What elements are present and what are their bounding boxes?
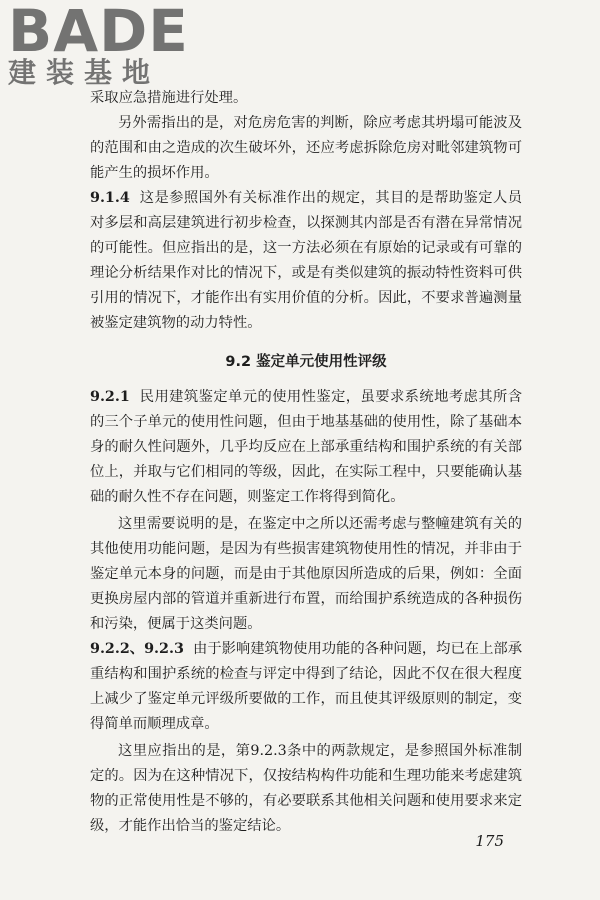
page-body (90, 86, 522, 839)
clause-9-2-2-3 (90, 637, 522, 737)
paragraph: 这里应指出的是，第9.2.3条中的两款规定，是参照国外标准制定的。因为在这种情况下，仅按结构构件功能和生理功能来考虑建筑物的正常使用性是不够的，有必要联系其他相关问题和使用要求来定级，才能作出恰当的鉴定结论。 (90, 743, 522, 834)
section-heading: 9.2 鉴定单元使用性评级 (225, 354, 387, 370)
logo-subtitle: 建装基地 (8, 56, 161, 89)
clause-9-1-4 (90, 186, 522, 336)
clause-9-2-1 (90, 385, 522, 510)
logo-brand: BADE (8, 0, 189, 65)
clause-text: 由于影响建筑物使用功能的各种问题，均已在上部承重结构和围护系统的检查与评定中得到了结论，因此不仅在很大程度上减少了鉴定单元评级所要做的工作，而且使其评级原则的制定，变得简单而顺理成章。 (90, 641, 522, 732)
page-number: 175 (475, 832, 504, 850)
paragraph: 另外需指出的是，对危房危害的判断，除应考虑其坍塌可能波及的范围和由之造成的次生破坏外，还应考虑拆除危房对毗邻建筑物可能产生的损坏作用。 (90, 115, 522, 181)
clause-number: 9.1.4 (90, 190, 130, 206)
paragraph: 这里需要说明的是，在鉴定中之所以还需考虑与整幢建筑有关的其他使用功能问题，是因为有些损害建筑物使用性的情况，并非由于鉴定单元本身的问题，而是由于其他原因所造成的后果，例如：全面更换房屋内部的管道并重新进行布置，而给围护系统造成的各种损伤和污染，便属于这类问题。 (90, 516, 522, 632)
clause-number: 9.2.1 (90, 389, 130, 405)
clause-text: 这是参照国外有关标准作出的规定，其目的是帮助鉴定人员对多层和高层建筑进行初步检查，以探测其内部是否有潜在异常情况的可能性。但应指出的是，这一方法必须在有原始的记录或有可靠的理论分析结果作对比的情况下，或是有类似建筑的振动特性资料可供引用的情况下，才能作出有实用价值的分析。因此，不要求普遍测量被鉴定建筑物的动力特性。 (90, 190, 522, 331)
paragraph-continued: 采取应急措施进行处理。 (90, 90, 248, 106)
clause-text: 民用建筑鉴定单元的使用性鉴定，虽要求系统地考虑其所含的三个子单元的使用性问题，但由于地基基础的使用性，除了基础本身的耐久性问题外，几乎均反应在上部承重结构和围护系统的有关部位上，并取与它们相同的等级，因此，在实际工程中，只要能确认基础的耐久性不存在问题，则鉴定工作将得到简化。 (90, 389, 522, 505)
watermark-logo (8, 2, 189, 88)
clause-number: 9.2.2、9.2.3 (90, 641, 184, 657)
